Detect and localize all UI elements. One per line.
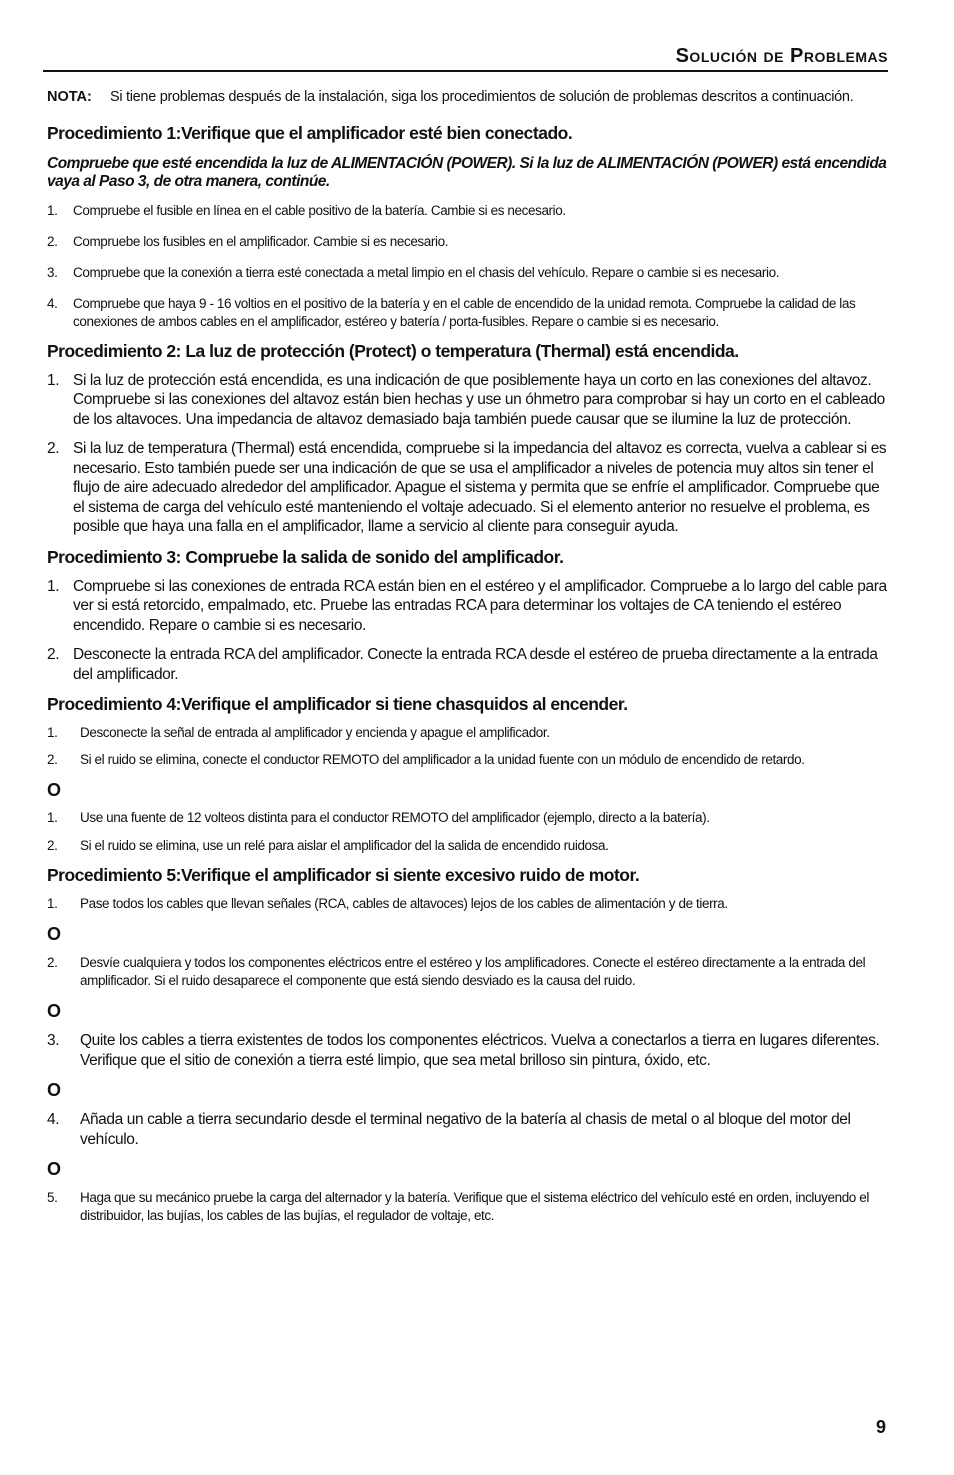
list-item xyxy=(47,371,889,430)
note-label: NOTA: xyxy=(47,89,92,105)
item-number: 3. xyxy=(47,1032,60,1049)
item-number: 1. xyxy=(47,577,60,595)
item-text: Pase todos los cables que llevan señales (RCA, cables de altavoces) lejos de los cables de alimentación y de tierra. xyxy=(80,896,728,911)
procedure-5-list xyxy=(47,954,889,990)
item-text: Desconecte la señal de entrada al amplificador y encienda y apague el amplificador. xyxy=(80,725,550,740)
procedure-5-list xyxy=(47,1031,889,1070)
item-number: 1. xyxy=(47,725,58,740)
page-header xyxy=(43,38,888,72)
item-number: 1. xyxy=(47,810,58,825)
item-number: 4. xyxy=(47,295,58,311)
item-number: 3. xyxy=(47,264,58,280)
list-item xyxy=(47,954,889,990)
list-item xyxy=(47,264,889,282)
item-text: Añada un cable a tierra secundario desde el terminal negativo de la batería al chasis de metal o al bloque del motor del vehículo. xyxy=(80,1111,851,1148)
procedure-4-heading: Procedimiento 4:Verifique el amplificador si tiene chasquidos al encender. xyxy=(47,694,628,714)
item-text: Compruebe los fusibles en el amplificador. Cambie si es necesario. xyxy=(73,233,449,249)
item-number: 2. xyxy=(47,838,58,853)
document-body xyxy=(47,88,889,1225)
item-number: 1. xyxy=(47,202,58,218)
note-paragraph xyxy=(47,88,889,108)
or-separator: O xyxy=(47,924,62,944)
procedure-3-heading: Procedimiento 3: Compruebe la salida de sonido del amplificador. xyxy=(47,546,564,567)
list-item xyxy=(47,895,889,913)
item-text: Compruebe si las conexiones de entrada RCA están bien en el estéreo y el amplificador. Compruebe a lo largo del cable para ver si está retorcido, empalmado, etc. Pruebe las entradas RCA para determinar los voltajes de CA teniendo el estéreo encendido. Repare o cambie si es necesario. xyxy=(73,577,887,634)
list-item xyxy=(47,577,889,636)
procedure-4-list-a xyxy=(47,724,889,769)
item-text: Si el ruido se elimina, conecte el conductor REMOTO del amplificador a la unidad fuente con un módulo de encendido de retardo. xyxy=(80,752,805,767)
procedure-5-heading: Procedimiento 5:Verifique el amplificador si siente excesivo ruido de motor. xyxy=(47,865,640,885)
procedure-5-list xyxy=(47,1189,889,1225)
or-separator: O xyxy=(47,1080,62,1100)
or-separator: O xyxy=(47,780,62,800)
list-item xyxy=(47,724,889,742)
item-number: 2. xyxy=(47,752,58,767)
or-separator: O xyxy=(47,1001,62,1021)
list-item xyxy=(47,1031,889,1070)
procedure-2-heading: Procedimiento 2: La luz de protección (Protect) o temperatura (Thermal) está encendida. xyxy=(47,340,739,361)
procedure-1-list xyxy=(47,202,889,331)
procedure-3-list xyxy=(47,577,889,685)
list-item xyxy=(47,751,889,769)
page-number: 9 xyxy=(875,1417,886,1437)
or-separator: O xyxy=(47,1159,62,1179)
item-number: 1. xyxy=(47,371,60,389)
procedure-4-list-b xyxy=(47,809,889,855)
note-text: Si tiene problemas después de la instalación, siga los procedimientos de solución de problemas descritos a continuación. xyxy=(110,89,854,105)
page-title: Solución de Problemas xyxy=(675,45,888,67)
list-item xyxy=(47,1110,889,1149)
item-text: Compruebe el fusible en línea en el cable positivo de la batería. Cambie si es necesario. xyxy=(73,202,566,218)
item-text: Compruebe que la conexión a tierra esté conectada a metal limpio en el chasis del vehículo. Repare o cambie si es necesario. xyxy=(73,264,780,280)
list-item xyxy=(47,202,889,220)
item-text: Si el ruido se elimina, use un relé para aislar el amplificador del la salida de encendido ruidosa. xyxy=(80,838,609,853)
item-text: Quite los cables a tierra existentes de todos los componentes eléctricos. Vuelva a conectarlos a tierra en lugares diferentes. Verifique que el sitio de conexión a tierra esté limpio, que sea metal brilloso sin pintura, óxido, etc. xyxy=(80,1032,880,1069)
procedure-5-list xyxy=(47,895,889,913)
list-item xyxy=(47,439,889,537)
item-number: 2. xyxy=(47,646,60,663)
item-number: 5. xyxy=(47,1190,58,1205)
item-text: Compruebe que haya 9 - 16 voltios en el positivo de la batería y en el cable de encendido de la unidad remota. Compruebe la calidad de las conexiones de ambos cables en el amplificador, estéreo y batería / porta-fusibles. Repare o cambie si es necesario. xyxy=(73,295,856,329)
list-item xyxy=(47,233,889,251)
item-number: 2. xyxy=(47,955,58,970)
item-text: Use una fuente de 12 volteos distinta para el conductor REMOTO del amplificador (ejemplo, directo a la batería). xyxy=(80,810,710,825)
list-item xyxy=(47,645,889,684)
procedure-2-list xyxy=(47,371,889,537)
item-number: 1. xyxy=(47,896,58,911)
item-number: 2. xyxy=(47,440,60,457)
item-number: 2. xyxy=(47,233,58,249)
procedure-5-list xyxy=(47,1110,889,1149)
list-item xyxy=(47,809,889,827)
procedure-1-heading: Procedimiento 1:Verifique que el amplificador esté bien conectado. xyxy=(47,122,573,143)
item-text: Haga que su mecánico pruebe la carga del alternador y la batería. Verifique que el sistema eléctrico del vehículo esté en orden, incluyendo el distribuidor, las bujías, los cables de las bujías, el regulador de voltaje, etc. xyxy=(80,1190,869,1223)
procedure-1-note: Compruebe que esté encendida la luz de ALIMENTACIÓN (POWER). Si la luz de ALIMENTACIÓN (POWER) está encendida vaya al Paso 3, de otra manera, continúe. xyxy=(47,154,887,190)
list-item xyxy=(47,295,889,331)
list-item xyxy=(47,837,889,855)
item-text: Desconecte la entrada RCA del amplificador. Conecte la entrada RCA desde el estéreo de prueba directamente a la entrada del amplificador. xyxy=(73,646,878,683)
item-text: Si la luz de protección está encendida, es una indicación de que posiblemente haya un corto en las conexiones del altavoz. Compruebe si las conexiones del altavoz están bien hechas y use un óhmetro para comprobar si hay un corto en el cableado de los altavoces. Una impedancia de altavoz demasiado baja también puede causar que se ilumine la luz de protección. xyxy=(73,371,885,428)
item-number: 4. xyxy=(47,1111,60,1128)
item-text: Si la luz de temperatura (Thermal) está encendida, compruebe si la impedancia del altavoz es correcta, vuelva a cablear si es necesario. Esto también puede ser una indicación de que se usa el amplificador a niveles de potencia muy altos sin tener el flujo de aire adecuado alrededor del amplificador. Apague el sistema y permita que se enfríe el amplificador. Compruebe que el sistema de carga del vehículo esté manteniendo el voltaje adecuado. Si el elemento anterior no resuelve el problema, es posible que haya una falla en el amplificador, llame a servicio al cliente para conseguir ayuda. xyxy=(73,440,887,535)
list-item xyxy=(47,1189,889,1225)
item-text: Desvíe cualquiera y todos los componentes eléctricos entre el estéreo y los amplificadores. Conecte el estéreo directamente a la entrada del amplificador. Si el ruido desaparece el componente que está siendo desviado es la causa del ruido. xyxy=(80,955,866,988)
